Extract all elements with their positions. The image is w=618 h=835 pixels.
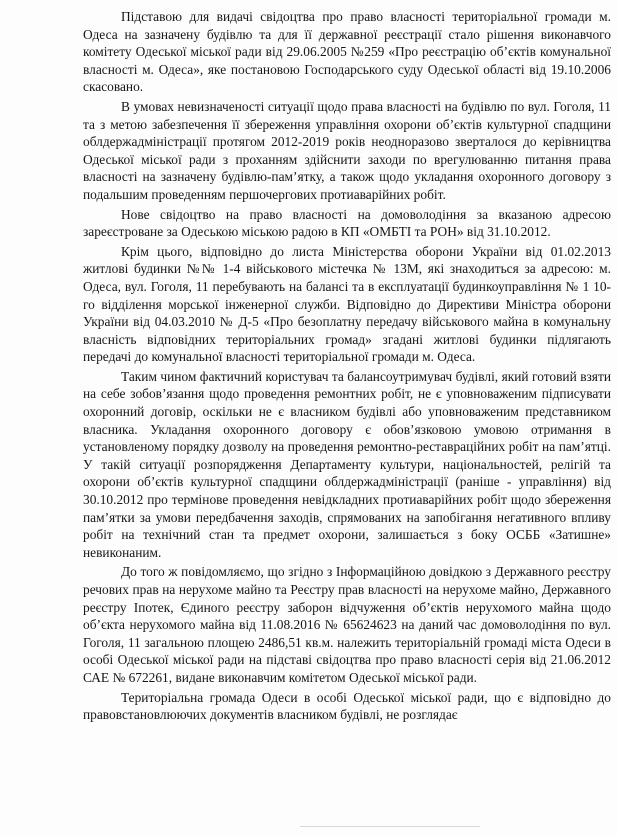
paragraph-ownership-basis: Підставою для видачі свідоцтва про право власності територіальної громади м. Одеса на зазначену будівлю та для її державної реєстрації стало рішення виконавчого комітету Одеської міської ради від 29.06.2005 №259 «Про реєстрацію об’єктів комунальної власності м. Одеса», яке постановою Господарського суду Одеської області від 19.10.2006 скасовано. (83, 9, 611, 95)
scan-edge-line (300, 826, 480, 827)
paragraph-actual-user: Таким чином фактичний користувач та балансоутримувач будівлі, який готовий взяти на себе зобов’язання щодо проведення ремонтних робіт, не є уповноваженим підписувати охоронний договір, оскільки не є власником будівлі або уповноваженим представником власника. Укладання охоронного договору є обов’язковою умовою отримання в установленому порядку дозволу на проведення ремонтно-реставраційних робіт на пам’ятці. У такій ситуації розпорядження Департаменту культури, національностей, релігій та охорони об’єктів культурної спадщини облдержадміністрації (раніше - управління) від 30.10.2012 про термінове проведення невідкладних протиаварійних робіт щодо збереження пам’ятки за умови передбачення заходів, спрямованих на запобігання негативного впливу робіт на технічний стан та предмет охорони, залишається з боку ОСББ «Затишне» невиконаним. (83, 368, 611, 560)
paragraph-uncertainty: В умовах невизначеності ситуації щодо права власності на будівлю по вул. Гоголя, 11 та з метою забезпечення її збереження управління охорони об’єктів культурної спадщини облдержадміністрації протягом 2012-2019 років неодноразово зверталося до керівництва Одеської міської ради з проханням здійснити заходи по врегулюванню питання права власності на зазначену будівлю-пам’ятку, а також щодо укладання охоронного договору з подальшим проведенням першочергових протиаварійних робіт. (83, 98, 611, 202)
paragraph-territorial-community: Територіальна громада Одеси в особі Одеської міської ради, що є відповідно до правовстановлюючих документів власником будівлі, не розглядає (83, 689, 611, 723)
paragraph-new-certificate: Нове свідоцтво на право власності на домоволодіння за вказаною адресою зареєстроване за Одеською міською радою в КП «ОМБТІ та РОН» від 31.10.2012. (83, 206, 611, 240)
paragraph-registry-info: До того ж повідомляємо, що згідно з Інформаційною довідкою з Державного реєстру речових прав на нерухоме майно та Реєстру прав власності на нерухоме майно, Державного реєстру Іпотек, Єдиного реєстру заборон відчуження об’єктів нерухомого майна щодо об’єкта нерухомого майна від 11.08.2016 № 65624623 на даний час домоволодіння по вул. Гоголя, 11 загальною площею 2486,51 кв.м. належить територіальній громаді міста Одеси в особі Одеської міської ради на підставі свідоцтва про право власності серія від 21.06.2012 САЕ № 672261, видане виконавчим комітетом Одеської міської ради. (83, 564, 611, 685)
document-body (83, 8, 611, 724)
paragraph-ministry-defense: Крім цього, відповідно до листа Міністерства оборони України від 01.02.2013 житлові будинки №№ 1-4 військового містечка № 13М, які знаходиться за адресою: м. Одеса, вул. Гоголя, 11 перебувають на балансі та в експлуатації будинкоуправління № 1 10-го відділення морської інженерної служби. Відповідно до Директиви Міністра оборони України від 04.03.2010 № Д-5 «Про безоплатну передачу військового майна в комунальну власність відповідних територіальних громад» згадані житлові будинки підлягають передачі до комунальної власності територіальної громади м. Одеса. (83, 243, 611, 365)
